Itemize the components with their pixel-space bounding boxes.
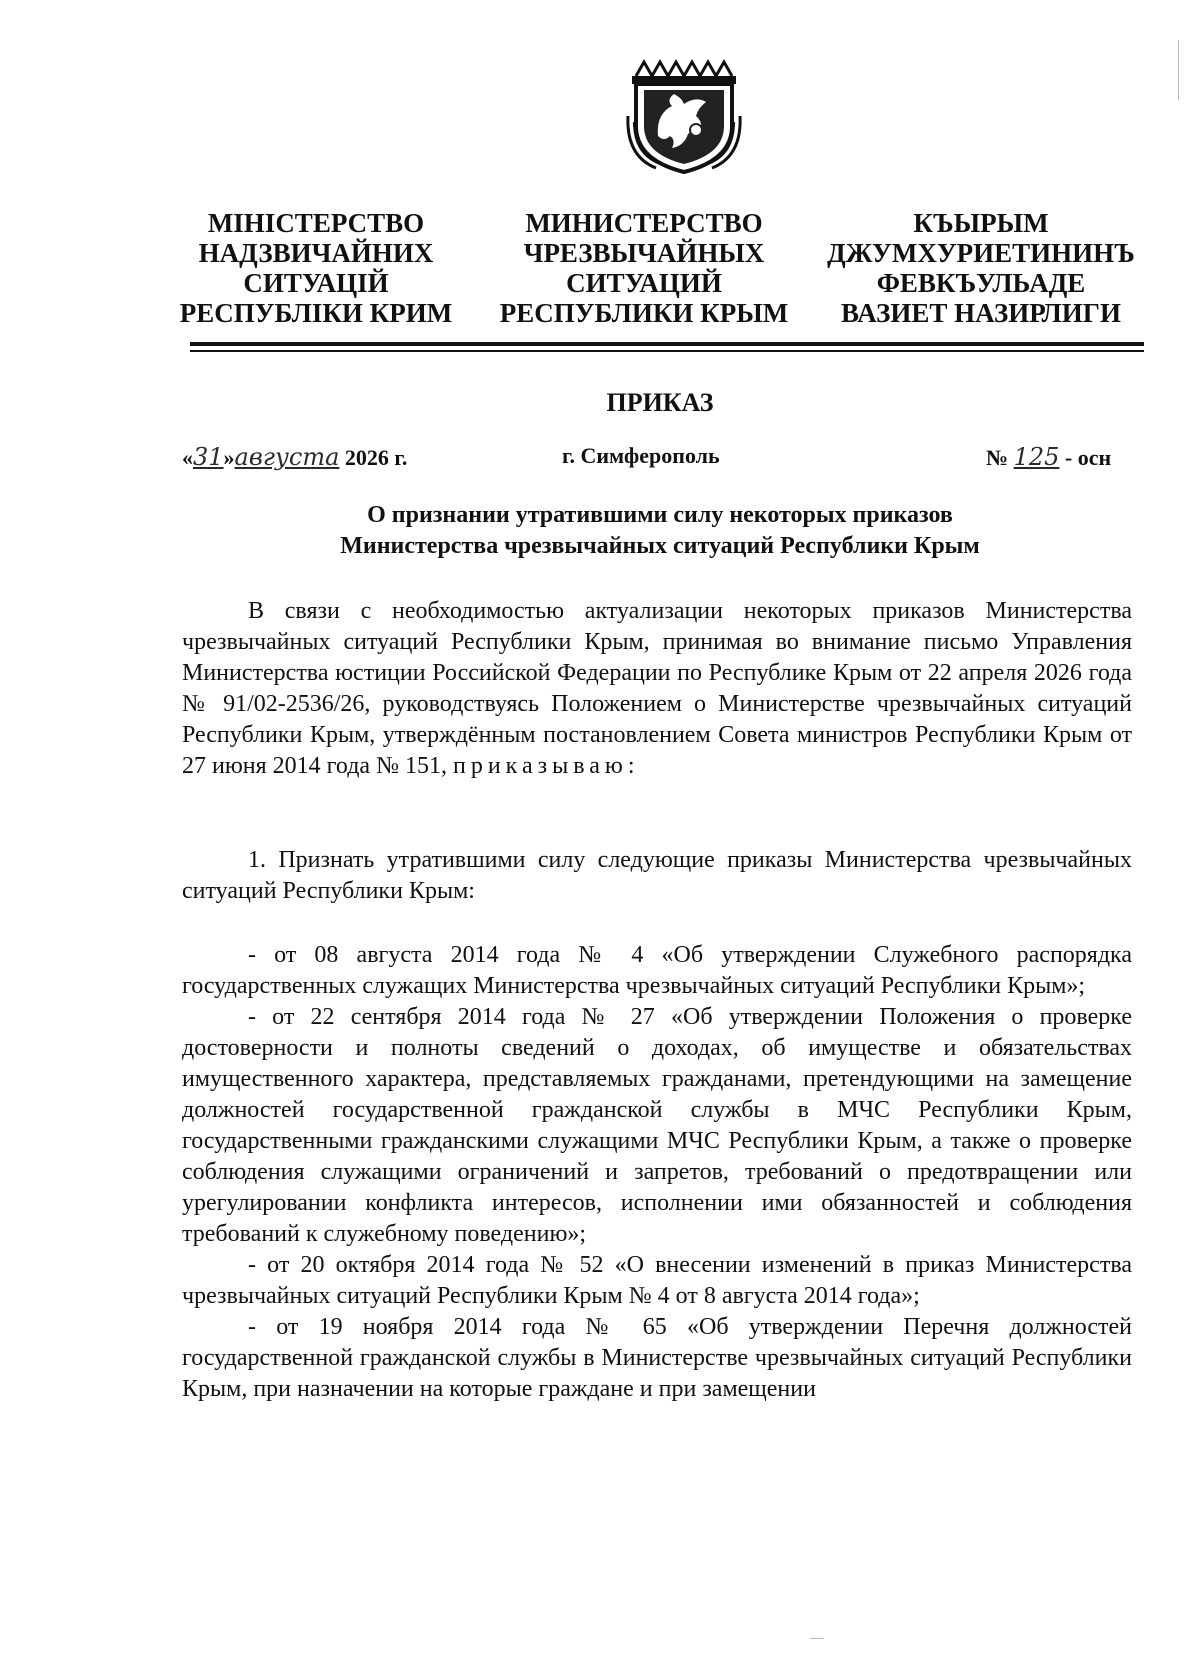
org-ru-line: ЧРЕЗВЫЧАЙНЫХ xyxy=(523,238,765,268)
org-name-ukrainian xyxy=(172,208,460,328)
date-day-handwritten: 31 xyxy=(193,443,224,471)
org-name-crimean-tatar xyxy=(822,208,1140,328)
document-city: г. Симферополь xyxy=(562,443,720,468)
org-crh-line: КЪЫРЫМ xyxy=(913,208,1049,238)
header-divider-thick xyxy=(190,342,1144,346)
preamble-body: В связи с необходимостью актуализации некоторых приказов Министерства чрезвычайных ситуаций Республики Крым, принимая во внимание письмо Управления Министерства юстиции Российской Федерации по Республике Крым от 22 апреля 2026 года № 91/02-2536/26, руководствуясь Положением о Министерстве чрезвычайных ситуаций Республики Крым, утверждённым постановлением Совета министров Республики Крым от 27 июня 2014 года № 151, xyxy=(182,598,1132,779)
header-divider-thin xyxy=(190,350,1144,352)
org-name-russian xyxy=(496,208,792,328)
org-ru-line: МИНИСТЕРСТВО xyxy=(525,208,763,238)
number-suffix: - осн xyxy=(1059,445,1112,470)
order-keyword: приказываю: xyxy=(452,753,640,779)
org-ua-line: МІНІСТЕРСТВО xyxy=(207,208,425,238)
document-number xyxy=(986,443,1111,471)
org-crh-line: ВАЗИЕТ НАЗИРЛИГИ xyxy=(841,298,1121,328)
title-line: О признании утратившими силу некоторых приказов xyxy=(367,502,953,528)
preamble-paragraph xyxy=(182,596,1132,782)
document-title xyxy=(182,500,1138,562)
org-ua-line: РЕСПУБЛІКИ КРИМ xyxy=(179,298,453,328)
org-ua-line: СИТУАЦІЙ xyxy=(243,268,389,298)
org-ru-line: РЕСПУБЛИКИ КРЫМ xyxy=(499,298,789,328)
date-year: 2026 г. xyxy=(339,445,408,470)
document-type: ПРИКАЗ xyxy=(606,388,714,417)
number-prefix: № xyxy=(986,445,1014,470)
scan-mark xyxy=(810,1638,824,1639)
org-crh-line: ДЖУМХУРИЕТИНИНЪ xyxy=(827,238,1135,268)
repealed-orders-list xyxy=(182,940,1132,1405)
crimea-coat-of-arms-icon xyxy=(626,56,742,174)
date-month-handwritten: августа xyxy=(234,443,340,471)
org-ua-line: НАДЗВИЧАЙНИХ xyxy=(198,238,434,268)
order-item-text: 1. Признать утратившими силу следующие приказы Министерства чрезвычайных ситуаций Республики Крым: xyxy=(182,847,1132,904)
scan-mark xyxy=(1178,40,1179,100)
preamble-text xyxy=(182,596,1132,782)
title-line: Министерства чрезвычайных ситуаций Республики Крым xyxy=(340,533,980,559)
org-ru-line: СИТУАЦИЙ xyxy=(566,268,722,298)
date-quote-open: « xyxy=(182,445,193,470)
list-item: - от 20 октября 2014 года № 52 «О внесении изменений в приказ Министерства чрезвычайных ситуаций Республики Крым № 4 от 8 августа 2014 года»; xyxy=(182,1252,1132,1309)
list-item: - от 08 августа 2014 года № 4 «Об утверждении Служебного распорядка государственных служащих Министерства чрезвычайных ситуаций Республики Крым»; xyxy=(182,942,1132,999)
list-item: - от 22 сентября 2014 года № 27 «Об утверждении Положения о проверке достоверности и полноты сведений о доходах, об имуществе и обязательствах имущественного характера, представляемых гражданами, претендующими на замещение должностей государственной гражданской службы в МЧС Республики Крым, государственными гражданскими служащими МЧС Республики Крым, а также о проверке соблюдения служащими ограничений и запретов, требований о предотвращении или урегулировании конфликта интересов, исполнении ими обязанностей и соблюдения требований к служебному поведению»; xyxy=(182,1004,1132,1247)
date-quote-close: » xyxy=(223,445,235,470)
number-handwritten: 125 xyxy=(1013,443,1060,471)
list-item: - от 19 ноября 2014 года № 65 «Об утверждении Перечня должностей государственной гражданской службы в Министерстве чрезвычайных ситуаций Республики Крым, при назначении на которые граждане и при замещении xyxy=(182,1314,1132,1402)
org-crh-line: ФЕВКЪУЛЬАДЕ xyxy=(876,268,1086,298)
document-date xyxy=(182,443,407,471)
order-item-1 xyxy=(182,845,1132,907)
